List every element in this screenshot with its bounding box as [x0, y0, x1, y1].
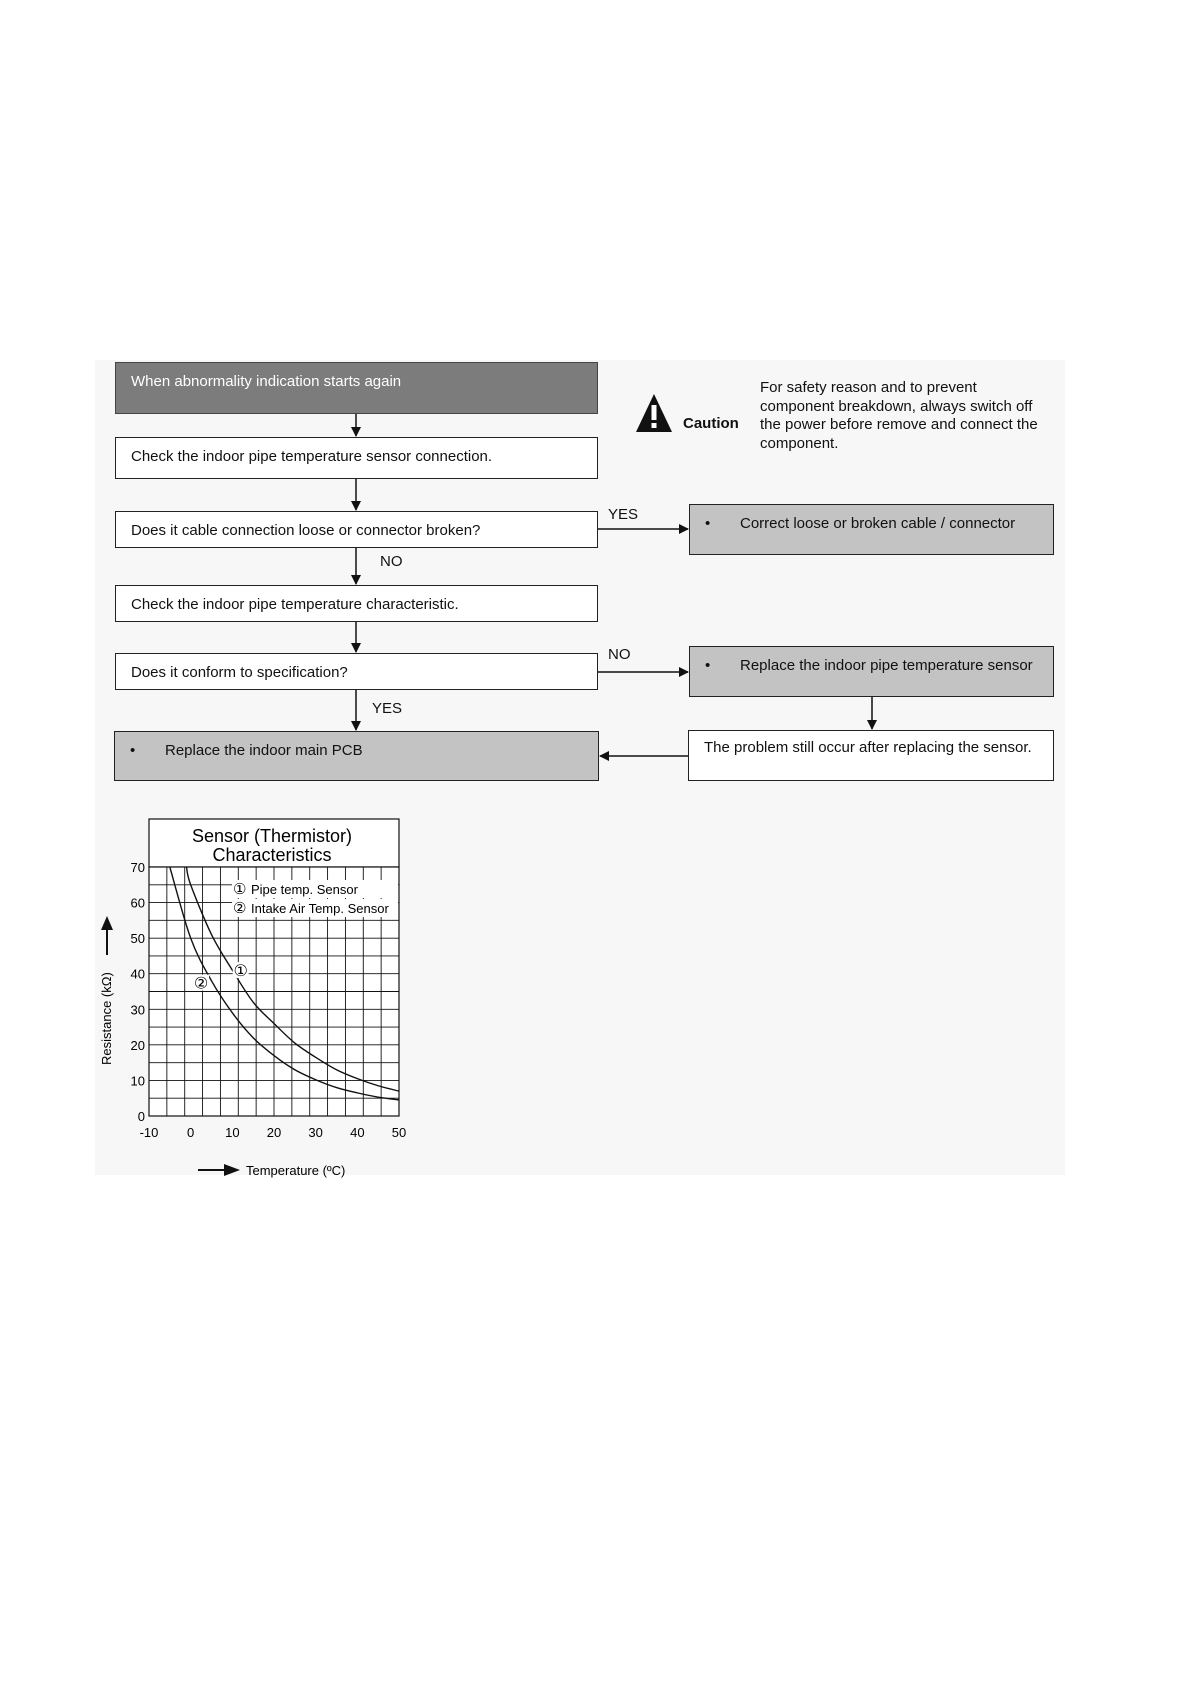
no-label-spec: NO [608, 646, 631, 663]
legend-marker-2: ② [233, 899, 247, 917]
series-marker-2: ② [193, 973, 209, 993]
spec-question-text: Does it conform to specification? [131, 664, 348, 681]
x-tick-label: -10 [139, 1125, 159, 1140]
y-tick-label: 70 [130, 860, 145, 875]
correct-cable-bullet: • [705, 515, 711, 532]
y-tick-label: 50 [130, 931, 145, 947]
x-tick-label: 30 [308, 1125, 323, 1140]
x-tick-label: 0 [187, 1125, 195, 1140]
chart-title-line1: Sensor (Thermistor) [191, 826, 353, 846]
caution-text: For safety reason and to prevent component breakdown, always switch off the power before remove and connect the component. [760, 379, 1038, 452]
yes-label-cable: YES [608, 506, 639, 523]
chart-title-line2: Characteristics [212, 845, 332, 865]
caution-label: Caution [683, 415, 739, 432]
y-axis-ticks [131, 860, 145, 1124]
series-marker-1: ① [233, 961, 248, 981]
y-tick-label: 40 [130, 966, 145, 982]
cable-question-text: Does it cable connection loose or connector broken? [131, 522, 481, 539]
problem-still-text: The problem still occur after replacing the sensor. [704, 739, 1032, 756]
correct-cable-text: Correct loose or broken cable / connector [740, 515, 1016, 532]
replace-sensor-bullet: • [705, 657, 711, 674]
no-label-cable: NO [380, 553, 403, 570]
replace-pcb-text: Replace the indoor main PCB [165, 742, 363, 759]
x-axis-ticks [140, 1125, 407, 1140]
replace-sensor-text: Replace the indoor pipe temperature sensor [740, 657, 1033, 674]
x-tick-label: 10 [225, 1125, 240, 1140]
check-characteristic-text: Check the indoor pipe temperature characteristic. [131, 596, 459, 613]
legend-marker-1: ① [233, 880, 247, 898]
x-tick-label: 40 [350, 1125, 365, 1140]
y-axis-arrow [101, 916, 113, 955]
legend-label-2: Intake Air Temp. Sensor [251, 901, 389, 916]
start-text: When abnormality indication starts again [131, 373, 402, 390]
y-tick-label: 60 [130, 895, 145, 911]
y-axis-label: Resistance (kΩ) [99, 972, 114, 1065]
y-tick-label: 0 [137, 1109, 145, 1124]
x-axis-label: Temperature (ºC) [246, 1163, 346, 1178]
y-tick-label: 30 [130, 1002, 145, 1018]
x-tick-label: 50 [391, 1125, 407, 1140]
check-connection-text: Check the indoor pipe temperature sensor connection. [131, 448, 493, 465]
y-tick-label: 10 [130, 1073, 145, 1089]
replace-pcb-bullet: • [130, 742, 136, 759]
yes-label-spec: YES [372, 700, 403, 717]
x-tick-label: 20 [266, 1125, 282, 1140]
x-axis-arrow [198, 1164, 240, 1176]
legend-label-1: Pipe temp. Sensor [251, 882, 358, 897]
y-tick-label: 20 [130, 1037, 145, 1053]
